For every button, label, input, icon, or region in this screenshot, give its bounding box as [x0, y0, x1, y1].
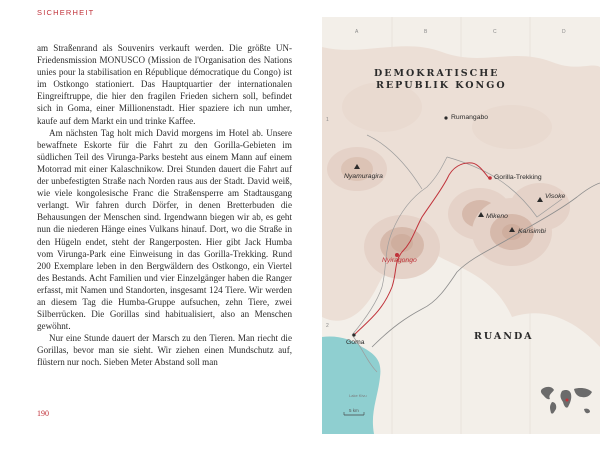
- grid-col-c: C: [493, 29, 497, 35]
- body-text: [37, 42, 292, 369]
- paragraph-2: Am nächsten Tag holt mich David morgens im Hotel ab. Unsere bewaffnete Eskorte für die Fahrt zu den Gorilla-Gebieten im südlichen Teil des Virunga-Parks besteht aus einem Mann auf einem Motorrad mit einer Kalaschnikow. Drei Stunden dauert die Fahrt auf der unbefestigten Straße nach Norden raus aus der Stadt. David weiß, wie viele kongolesische Franc die Straßensperre am Stadtausgang verlangt. Wir fahren durch Dörfer, in denen Bretterbuden die Behausungen der Menschen sind. Irgendwann biegen wir ab, es geht nun die niederen Hänge eines Vulkans hinauf. Dort, wo die Straße in den Hügeln endet, steht der Rangerposten. Hier gibt Jack Humba vom Virunga-Park eine Einweisung in das Gorilla-Trekking. Rund 200 Exemplare leben in den Bergwäldern des Ostkongo, ein Viertel des Bestands. Acht Familien und vier Einzelgänger haben die Ranger erfasst, mit Namen und Standorten, insgesamt 124 Tiere. Wir werden an diesem Tag die Humba-Gruppe aufsuchen, zehn Tiere, zwei Silberrücken. Die Gorillas sind habitualisiert, also an Menschen gewöhnt.: [37, 127, 292, 332]
- place-goma: Goma: [346, 339, 365, 346]
- lake-label: Lake Kivu: [349, 393, 367, 398]
- country-label-rwanda: RUANDA: [474, 331, 534, 342]
- place-nyiragongo: Nyiragongo: [382, 257, 417, 264]
- grid-col-d: D: [562, 29, 566, 35]
- lake-kivu: [322, 336, 380, 434]
- paragraph-3: Nur eine Stunde dauert der Marsch zu den Tieren. Man riecht die Gorillas, bevor man sie sieht. Wir ziehen einen Mundschutz auf, flüstern nur noch. Sieben Meter Abstand soll man: [37, 333, 292, 368]
- page-number: 190: [37, 409, 49, 418]
- world-locator-icon: [541, 387, 592, 414]
- place-nyamuragira: Nyamuragira: [344, 173, 383, 180]
- place-rumangabo: Rumangabo: [451, 114, 489, 121]
- grid-col-b: B: [424, 29, 428, 35]
- place-gorilla-trekking: Gorilla-Trekking: [494, 174, 542, 181]
- grid-row-1: 1: [326, 117, 329, 123]
- country-label-drc: DEMOKRATISCHE REPUBLIK KONGO: [374, 68, 507, 91]
- place-visoke: Visoke: [545, 193, 566, 200]
- running-head: SICHERHEIT: [37, 8, 95, 17]
- map: [322, 17, 600, 434]
- scale-label: 5 km: [349, 408, 359, 413]
- paragraph-1: am Straßenrand als Souvenirs verkauft werden. Die größte UN-Friedensmission MONUSCO (Mission de l'Organisation des Nations unies pour la stabilisation en République démocratique du Congo) ist im Ostkongo stationiert. Das Hauptquartier der internationalen Eingreiftruppe, die hier den fragilen Frieden sichern soll, befindet sich in Goma, einer Millionenstadt. Hier spaziere ich nun umher, kaufe auf dem Markt ein und trinke Kaffee.: [37, 43, 292, 126]
- place-karisimbi: Karisimbi: [518, 228, 546, 235]
- grid-col-a: A: [355, 29, 359, 35]
- grid-row-2: 2: [326, 323, 329, 329]
- place-mikeno: Mikeno: [486, 213, 508, 220]
- right-page: [305, 0, 600, 450]
